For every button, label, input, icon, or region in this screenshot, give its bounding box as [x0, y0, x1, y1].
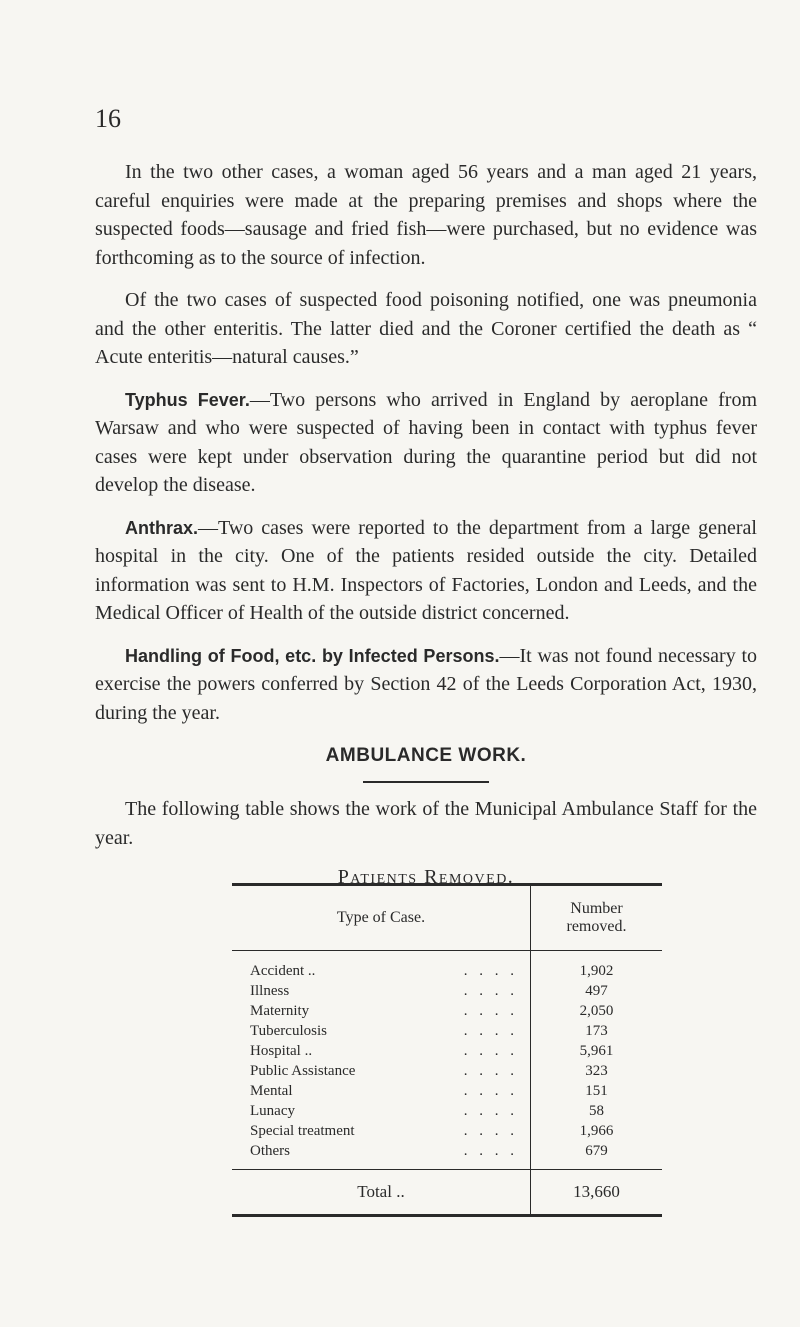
table-caption: Patients Removed.	[337, 866, 515, 888]
typhus-heading: Typhus Fever.	[125, 389, 250, 410]
table-row	[232, 1081, 662, 1101]
heading-rule	[363, 781, 489, 783]
table-row	[232, 1041, 662, 1061]
table-row	[232, 1061, 662, 1081]
row-type: Tuberculosis	[250, 1023, 327, 1039]
row-type: Special treatment	[250, 1123, 355, 1139]
row-leader: . . . .	[463, 1023, 518, 1039]
table-header-row	[232, 885, 662, 951]
ambulance-heading: AMBULANCE WORK.	[325, 745, 527, 766]
paragraph-ambulance: The following table shows the work of the Municipal Ambulance Staff for the year.	[95, 798, 757, 849]
header-number-removed	[531, 885, 663, 951]
paragraph-handling	[95, 642, 757, 728]
paragraph-typhus	[95, 386, 757, 500]
row-type: Hospital ..	[250, 1043, 313, 1059]
paragraph-food-poisoning: Of the two cases of suspected food poisoning notified, one was pneumonia and the other enteritis. The latter died and the Coroner certified the death as “ Acute enteritis—natural causes.”	[95, 289, 757, 368]
table-row	[232, 1021, 662, 1041]
row-type: Maternity	[250, 1003, 310, 1019]
typhus-text: —Two persons who arrived in England by aeroplane from Warsaw and who were suspected of having been in contact with typhus fever cases were kept under observation during the quarantine period but did not develop the disease.	[95, 388, 757, 496]
row-leader: . . . .	[463, 983, 518, 999]
row-leader: . . . .	[463, 1143, 518, 1159]
row-number: 497	[585, 983, 608, 999]
row-type: Illness	[250, 983, 290, 999]
paragraph-anthrax	[95, 514, 757, 628]
row-type: Others	[250, 1143, 290, 1159]
row-leader: . . . .	[463, 1083, 518, 1099]
row-type: Accident ..	[250, 963, 316, 979]
anthrax-text: —Two cases were reported to the department from a large general hospital in the city. One of the patients resided outside the city. Detailed information was sent to H.M. Inspectors of Factories, London and Leeds, and the Medical Officer of Health of the outside district concerned.	[95, 516, 757, 624]
body-text	[95, 158, 757, 903]
row-number: 1,966	[579, 1123, 614, 1139]
table-row	[232, 1001, 662, 1021]
row-leader: . . . .	[463, 1123, 518, 1139]
row-number: 5,961	[579, 1043, 614, 1059]
patients-removed-table	[232, 883, 662, 1217]
row-number: 679	[585, 1143, 608, 1159]
header-type-of-case: Type of Case.	[232, 885, 531, 951]
table-row	[232, 1121, 662, 1141]
row-number: 2,050	[579, 1003, 614, 1019]
table-row	[232, 1101, 662, 1121]
total-label: Total ..	[232, 1170, 531, 1216]
table-row	[232, 981, 662, 1001]
table-row	[232, 1141, 662, 1170]
header-number-line1: Number	[570, 900, 623, 917]
row-leader: . . . .	[463, 1003, 518, 1019]
page-number: 16	[95, 104, 121, 133]
row-type: Public Assistance	[250, 1063, 356, 1079]
row-number: 173	[585, 1023, 608, 1039]
total-value: 13,660	[531, 1170, 663, 1216]
row-type: Lunacy	[250, 1103, 295, 1119]
total-row	[232, 1170, 662, 1216]
header-number-line2: removed.	[566, 918, 627, 935]
row-leader: . . . .	[463, 1103, 518, 1119]
row-number: 323	[585, 1063, 608, 1079]
anthrax-heading: Anthrax.	[125, 517, 199, 538]
row-leader: . . . .	[463, 963, 518, 979]
table-row	[232, 951, 662, 982]
handling-text: —It was not found necessary to exercise the powers conferred by Section 42 of the Leeds Corporation Act, 1930, during the year.	[95, 644, 758, 724]
row-number: 1,902	[579, 963, 614, 979]
row-leader: . . . .	[463, 1063, 518, 1079]
row-number: 58	[589, 1103, 604, 1119]
row-number: 151	[585, 1083, 608, 1099]
row-leader: . . . .	[463, 1043, 518, 1059]
row-type: Mental	[250, 1083, 293, 1099]
paragraph-food-cases: In the two other cases, a woman aged 56 years and a man aged 21 years, careful enquiries were made at the preparing premises and shops where the suspected foods—sausage and fried fish—were purchased, but no evidence was forthcoming as to the source of infection.	[95, 161, 757, 269]
handling-heading: Handling of Food, etc. by Infected Persons.	[125, 645, 500, 666]
